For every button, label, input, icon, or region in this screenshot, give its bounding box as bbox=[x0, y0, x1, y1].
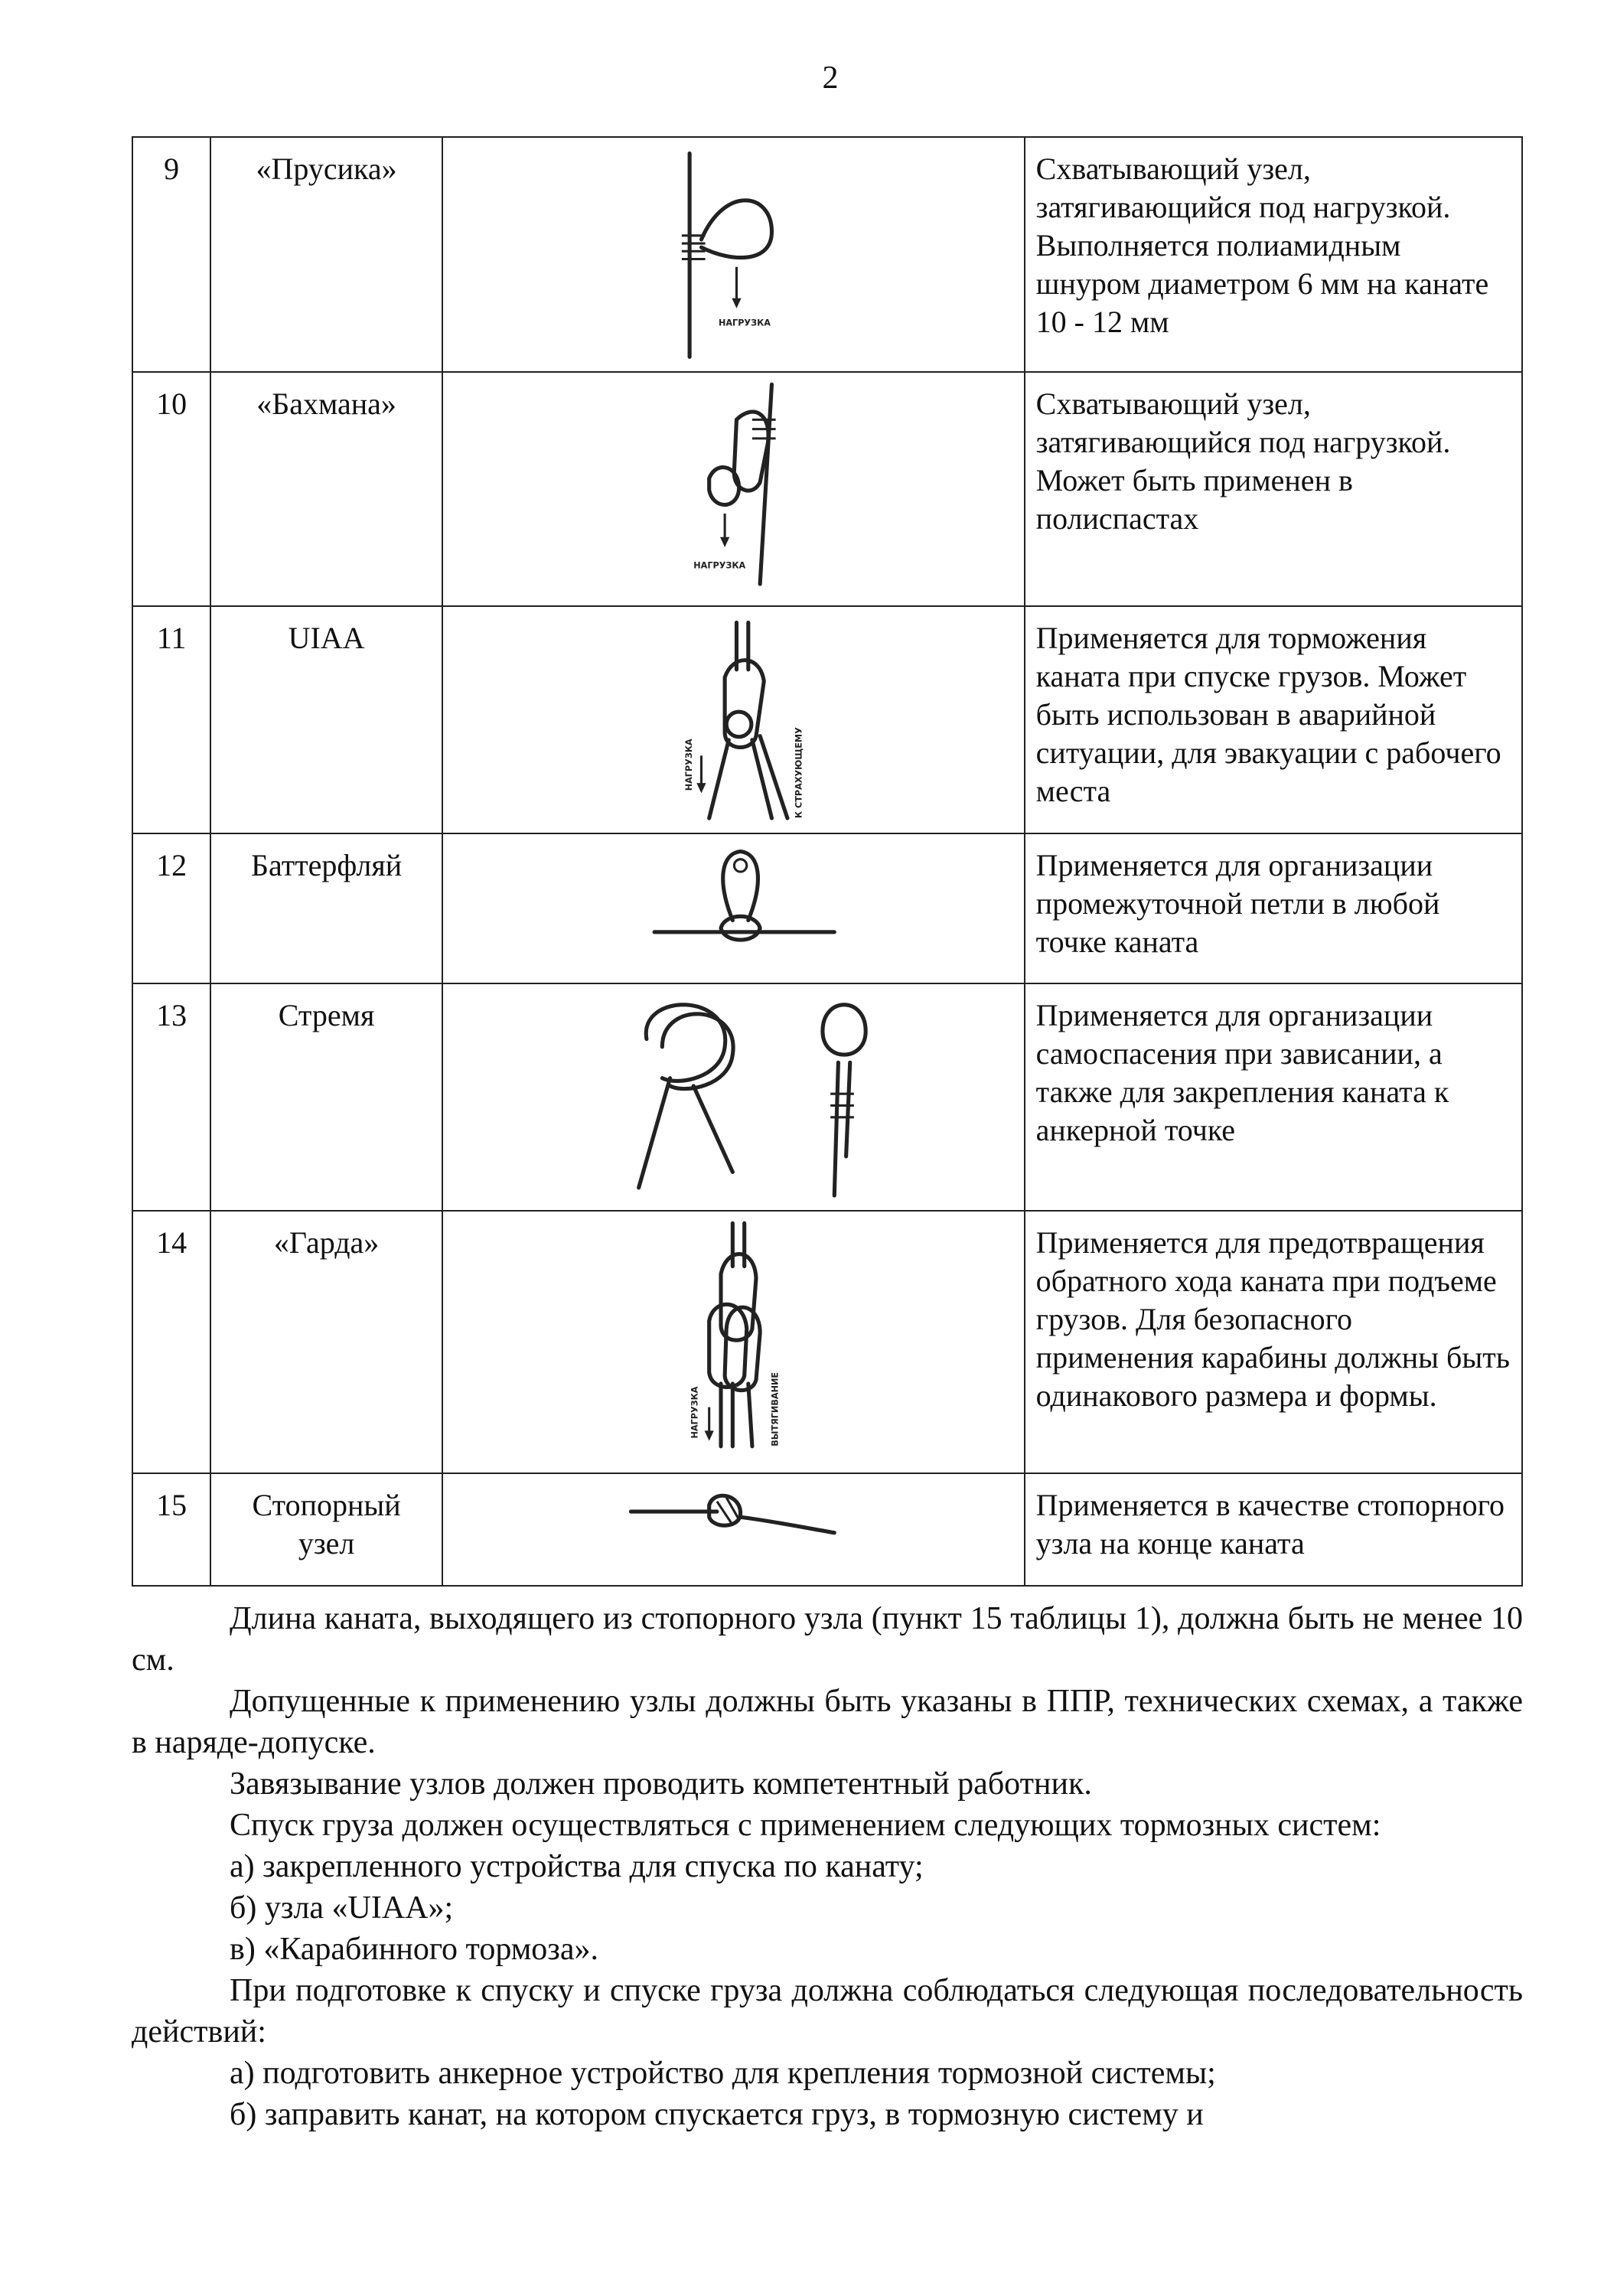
list-item: в) «Карабинного тормоза». bbox=[230, 1932, 599, 1967]
knot-description: Применяется для торможения каната при спуске грузов. Может быть использован в аварийной ситуации, для эвакуации с рабочего места bbox=[1025, 606, 1522, 833]
knot-description: Применяется для организации самоспасения при зависании, а также для закрепления каната к анкерной точке bbox=[1025, 983, 1522, 1211]
paragraph: Длина каната, выходящего из стопорного узла (пункт 15 таблицы 1), должна быть не менее 10 см. bbox=[132, 1601, 1523, 1678]
load-label: НАГРУЗКА bbox=[690, 1386, 700, 1439]
knot-description: Схватывающий узел, затягивающийся под нагрузкой. Может быть применен в полиспастах bbox=[1025, 372, 1522, 607]
knot-name: UIAA bbox=[210, 606, 442, 833]
row-number: 10 bbox=[132, 372, 210, 607]
row-number: 11 bbox=[132, 606, 210, 833]
list-item: б) узла «UIAA»; bbox=[230, 1890, 454, 1926]
knot-illustration-uiaa bbox=[442, 606, 1025, 833]
knot-illustration-butterfly bbox=[442, 833, 1025, 983]
knot-description: Схватывающий узел, затягивающийся под нагрузкой. Выполняется полиамидным шнуром диаметром 6 мм на канате 10 - 12 мм bbox=[1025, 137, 1522, 372]
row-number: 15 bbox=[132, 1473, 210, 1586]
list-item: а) закрепленного устройства для спуска по канату; bbox=[230, 1849, 924, 1884]
list-item: а) подготовить анкерное устройство для крепления тормозной системы; bbox=[230, 2056, 1216, 2091]
table-row bbox=[132, 1473, 1522, 1586]
knot-name: «Гарда» bbox=[210, 1211, 442, 1474]
pull-label: ВЫТЯГИВАНИЕ bbox=[770, 1371, 781, 1446]
load-label: НАГРУЗКА bbox=[693, 560, 746, 571]
paragraph: Завязывание узлов должен проводить компетентный работник. bbox=[230, 1766, 1092, 1802]
row-number: 13 bbox=[132, 983, 210, 1211]
knot-name: Стремя bbox=[210, 983, 442, 1211]
knot-illustration-stirrup bbox=[442, 983, 1025, 1211]
knot-name: Стопорный узел bbox=[210, 1473, 442, 1586]
knot-illustration-stopper bbox=[442, 1473, 1025, 1586]
page-number: 2 bbox=[822, 60, 839, 96]
knot-illustration-bachmann bbox=[442, 372, 1025, 607]
knot-name: «Бахмана» bbox=[210, 372, 442, 607]
knot-description: Применяется в качестве стопорного узла на конце каната bbox=[1025, 1473, 1522, 1586]
table-row bbox=[132, 606, 1522, 833]
load-label: НАГРУЗКА bbox=[684, 739, 695, 791]
knots-table bbox=[132, 136, 1523, 1587]
paragraph: Спуск груза должен осуществляться с применением следующих тормозных систем: bbox=[230, 1808, 1381, 1843]
knot-illustration-garda bbox=[442, 1211, 1025, 1474]
table-row bbox=[132, 372, 1522, 607]
body-text bbox=[132, 1598, 1523, 2135]
knot-name: «Прусика» bbox=[210, 137, 442, 372]
row-number: 12 bbox=[132, 833, 210, 983]
knot-description: Применяется для организации промежуточной петли в любой точке каната bbox=[1025, 833, 1522, 983]
paragraph: Допущенные к применению узлы должны быть указаны в ППР, технических схемах, а также в наряде-допуске. bbox=[132, 1684, 1523, 1760]
paragraph: При подготовке к спуску и спуске груза должна соблюдаться следующая последовательность действий: bbox=[132, 1973, 1523, 2050]
table-row bbox=[132, 1211, 1522, 1474]
table-row bbox=[132, 833, 1522, 983]
table-row bbox=[132, 137, 1522, 372]
load-label: НАГРУЗКА bbox=[718, 318, 771, 328]
row-number: 14 bbox=[132, 1211, 210, 1474]
table-row bbox=[132, 983, 1522, 1211]
knot-name: Баттерфляй bbox=[210, 833, 442, 983]
knot-description: Применяется для предотвращения обратного хода каната при подъеме грузов. Для безопасного применения карабины должны быть одинакового размера и формы. bbox=[1025, 1211, 1522, 1474]
belayer-label: К СТРАХУЮЩЕМУ bbox=[794, 727, 804, 819]
knot-illustration-prusik bbox=[442, 137, 1025, 372]
list-item: б) заправить канат, на котором спускается груз, в тормозную систему и bbox=[230, 2097, 1204, 2132]
row-number: 9 bbox=[132, 137, 210, 372]
